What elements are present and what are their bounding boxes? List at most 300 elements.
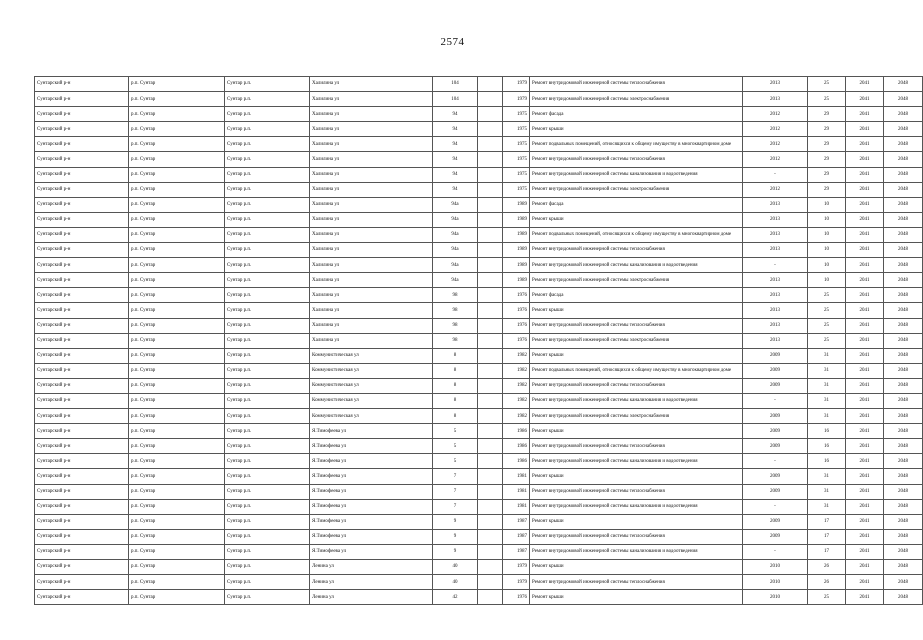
locality-cell: Сунтар р.п. — [225, 107, 310, 122]
period-start-cell: 2041 — [846, 590, 884, 605]
house-number-cell: 5 — [433, 439, 478, 454]
period-start-cell: 2041 — [846, 514, 884, 529]
last-repair-year-cell: 2013 — [743, 303, 808, 318]
last-repair-year-cell: 2013 — [743, 318, 808, 333]
work-type-cell: Ремонт внутридомовой инженерной системы теплоснабжения — [530, 152, 743, 167]
last-repair-year-cell: 2009 — [743, 348, 808, 363]
period-start-cell: 2041 — [846, 212, 884, 227]
house-number-cell: 98 — [433, 288, 478, 303]
count-cell: 25 — [808, 288, 846, 303]
last-repair-year-cell: 2013 — [743, 288, 808, 303]
street-cell: Коммунистическая ул — [310, 348, 433, 363]
settlement-cell: р.п. Сунтар — [129, 227, 225, 242]
work-type-cell: Ремонт внутридомовой инженерной системы теплоснабжения — [530, 318, 743, 333]
period-start-cell: 2041 — [846, 303, 884, 318]
period-start-cell: 2041 — [846, 439, 884, 454]
empty-cell — [478, 484, 503, 499]
last-repair-year-cell: 2012 — [743, 107, 808, 122]
table-row — [35, 273, 923, 288]
table-row — [35, 318, 923, 333]
count-cell: 26 — [808, 560, 846, 575]
empty-cell — [478, 243, 503, 258]
locality-cell: Сунтар р.п. — [225, 77, 310, 92]
build-year-cell: 1976 — [503, 333, 530, 348]
district-cell: Сунтарский р-н — [35, 182, 129, 197]
street-cell: Я.Тимофеева ул — [310, 529, 433, 544]
last-repair-year-cell: 2013 — [743, 197, 808, 212]
count-cell: 29 — [808, 152, 846, 167]
house-number-cell: 8 — [433, 348, 478, 363]
table-row — [35, 227, 923, 242]
count-cell: 10 — [808, 243, 846, 258]
locality-cell: Сунтар р.п. — [225, 288, 310, 303]
settlement-cell: р.п. Сунтар — [129, 575, 225, 590]
page-number: 2574 — [440, 36, 465, 48]
empty-cell — [478, 273, 503, 288]
empty-cell — [478, 303, 503, 318]
district-cell: Сунтарский р-н — [35, 348, 129, 363]
house-number-cell: 94 — [433, 137, 478, 152]
house-number-cell: 9 — [433, 514, 478, 529]
empty-cell — [478, 318, 503, 333]
empty-cell — [478, 499, 503, 514]
period-end-cell: 2048 — [884, 137, 923, 152]
locality-cell: Сунтар р.п. — [225, 590, 310, 605]
locality-cell: Сунтар р.п. — [225, 544, 310, 559]
locality-cell: Сунтар р.п. — [225, 227, 310, 242]
last-repair-year-cell: 2009 — [743, 514, 808, 529]
period-start-cell: 2041 — [846, 424, 884, 439]
empty-cell — [478, 288, 503, 303]
period-start-cell: 2041 — [846, 197, 884, 212]
table-row — [35, 363, 923, 378]
district-cell: Сунтарский р-н — [35, 77, 129, 92]
settlement-cell: р.п. Сунтар — [129, 499, 225, 514]
table-row — [35, 92, 923, 107]
district-cell: Сунтарский р-н — [35, 393, 129, 408]
empty-cell — [478, 378, 503, 393]
period-start-cell: 2041 — [846, 348, 884, 363]
table-row — [35, 378, 923, 393]
locality-cell: Сунтар р.п. — [225, 182, 310, 197]
district-cell: Сунтарский р-н — [35, 590, 129, 605]
district-cell: Сунтарский р-н — [35, 122, 129, 137]
last-repair-year-cell: 2010 — [743, 590, 808, 605]
table-row — [35, 454, 923, 469]
period-end-cell: 2048 — [884, 348, 923, 363]
work-type-cell: Ремонт крыши — [530, 212, 743, 227]
build-year-cell: 1976 — [503, 288, 530, 303]
build-year-cell: 1981 — [503, 469, 530, 484]
street-cell: Халилина ул — [310, 107, 433, 122]
locality-cell: Сунтар р.п. — [225, 197, 310, 212]
locality-cell: Сунтар р.п. — [225, 273, 310, 288]
count-cell: 25 — [808, 92, 846, 107]
last-repair-year-cell: 2010 — [743, 560, 808, 575]
empty-cell — [478, 107, 503, 122]
settlement-cell: р.п. Сунтар — [129, 303, 225, 318]
work-type-cell: Ремонт крыши — [530, 514, 743, 529]
district-cell: Сунтарский р-н — [35, 409, 129, 424]
table-row — [35, 107, 923, 122]
build-year-cell: 1986 — [503, 439, 530, 454]
street-cell: Я.Тимофеева ул — [310, 544, 433, 559]
table-row — [35, 182, 923, 197]
period-end-cell: 2048 — [884, 484, 923, 499]
street-cell: Я.Тимофеева ул — [310, 484, 433, 499]
count-cell: 10 — [808, 273, 846, 288]
work-type-cell: Ремонт внутридомовой инженерной системы электроснабжения — [530, 409, 743, 424]
district-cell: Сунтарский р-н — [35, 258, 129, 273]
count-cell: 29 — [808, 107, 846, 122]
empty-cell — [478, 439, 503, 454]
locality-cell: Сунтар р.п. — [225, 560, 310, 575]
last-repair-year-cell: 2009 — [743, 529, 808, 544]
locality-cell: Сунтар р.п. — [225, 303, 310, 318]
work-type-cell: Ремонт внутридомовой инженерной системы канализования и водоотведения — [530, 167, 743, 182]
work-type-cell: Ремонт внутридомовой инженерной системы канализования и водоотведения — [530, 258, 743, 273]
empty-cell — [478, 393, 503, 408]
period-end-cell: 2048 — [884, 303, 923, 318]
count-cell: 16 — [808, 454, 846, 469]
period-end-cell: 2048 — [884, 469, 923, 484]
period-start-cell: 2041 — [846, 92, 884, 107]
last-repair-year-cell: 2013 — [743, 333, 808, 348]
period-end-cell: 2048 — [884, 439, 923, 454]
house-number-cell: 94 — [433, 167, 478, 182]
house-number-cell: 94а — [433, 258, 478, 273]
last-repair-year-cell: 2013 — [743, 273, 808, 288]
period-end-cell: 2048 — [884, 152, 923, 167]
count-cell: 29 — [808, 182, 846, 197]
locality-cell: Сунтар р.п. — [225, 439, 310, 454]
settlement-cell: р.п. Сунтар — [129, 273, 225, 288]
count-cell: 10 — [808, 197, 846, 212]
period-end-cell: 2048 — [884, 544, 923, 559]
count-cell: 31 — [808, 484, 846, 499]
table-row — [35, 424, 923, 439]
period-end-cell: 2048 — [884, 529, 923, 544]
street-cell: Халилина ул — [310, 92, 433, 107]
house-number-cell: 94а — [433, 212, 478, 227]
period-end-cell: 2048 — [884, 499, 923, 514]
count-cell: 10 — [808, 258, 846, 273]
street-cell: Я.Тимофеева ул — [310, 424, 433, 439]
empty-cell — [478, 152, 503, 167]
locality-cell: Сунтар р.п. — [225, 575, 310, 590]
build-year-cell: 1975 — [503, 122, 530, 137]
period-end-cell: 2048 — [884, 107, 923, 122]
house-number-cell: 7 — [433, 484, 478, 499]
period-start-cell: 2041 — [846, 77, 884, 92]
period-start-cell: 2041 — [846, 243, 884, 258]
period-end-cell: 2048 — [884, 258, 923, 273]
empty-cell — [478, 590, 503, 605]
district-cell: Сунтарский р-н — [35, 243, 129, 258]
settlement-cell: р.п. Сунтар — [129, 529, 225, 544]
work-type-cell: Ремонт внутридомовой инженерной системы теплоснабжения — [530, 575, 743, 590]
build-year-cell: 1989 — [503, 197, 530, 212]
locality-cell: Сунтар р.п. — [225, 137, 310, 152]
house-number-cell: 5 — [433, 454, 478, 469]
last-repair-year-cell: 2010 — [743, 575, 808, 590]
period-end-cell: 2048 — [884, 167, 923, 182]
work-type-cell: Ремонт крыши — [530, 560, 743, 575]
build-year-cell: 1989 — [503, 273, 530, 288]
street-cell: Ленина ул — [310, 560, 433, 575]
work-type-cell: Ремонт внутридомовой инженерной системы электроснабжения — [530, 273, 743, 288]
build-year-cell: 1979 — [503, 92, 530, 107]
count-cell: 25 — [808, 590, 846, 605]
period-start-cell: 2041 — [846, 499, 884, 514]
locality-cell: Сунтар р.п. — [225, 167, 310, 182]
empty-cell — [478, 529, 503, 544]
settlement-cell: р.п. Сунтар — [129, 77, 225, 92]
count-cell: 17 — [808, 529, 846, 544]
work-type-cell: Ремонт крыши — [530, 122, 743, 137]
street-cell: Халилина ул — [310, 288, 433, 303]
empty-cell — [478, 469, 503, 484]
locality-cell: Сунтар р.п. — [225, 348, 310, 363]
district-cell: Сунтарский р-н — [35, 197, 129, 212]
settlement-cell: р.п. Сунтар — [129, 484, 225, 499]
last-repair-year-cell: - — [743, 258, 808, 273]
settlement-cell: р.п. Сунтар — [129, 409, 225, 424]
last-repair-year-cell: - — [743, 167, 808, 182]
table-row — [35, 439, 923, 454]
house-number-cell: 94 — [433, 107, 478, 122]
district-cell: Сунтарский р-н — [35, 212, 129, 227]
count-cell: 17 — [808, 514, 846, 529]
settlement-cell: р.п. Сунтар — [129, 92, 225, 107]
period-start-cell: 2041 — [846, 122, 884, 137]
work-type-cell: Ремонт фасада — [530, 197, 743, 212]
district-cell: Сунтарский р-н — [35, 92, 129, 107]
period-start-cell: 2041 — [846, 333, 884, 348]
empty-cell — [478, 454, 503, 469]
period-start-cell: 2041 — [846, 258, 884, 273]
work-type-cell: Ремонт подвальных помещений, относящихся к общему имуществу в многоквартирном доме — [530, 227, 743, 242]
empty-cell — [478, 363, 503, 378]
period-end-cell: 2048 — [884, 273, 923, 288]
count-cell: 16 — [808, 424, 846, 439]
locality-cell: Сунтар р.п. — [225, 333, 310, 348]
count-cell: 29 — [808, 122, 846, 137]
house-number-cell: 7 — [433, 499, 478, 514]
empty-cell — [478, 137, 503, 152]
work-type-cell: Ремонт внутридомовой инженерной системы электроснабжения — [530, 92, 743, 107]
count-cell: 17 — [808, 544, 846, 559]
build-year-cell: 1982 — [503, 393, 530, 408]
build-year-cell: 1987 — [503, 544, 530, 559]
settlement-cell: р.п. Сунтар — [129, 152, 225, 167]
table-row — [35, 590, 923, 605]
table-row — [35, 514, 923, 529]
work-type-cell: Ремонт внутридомовой инженерной системы канализования и водоотведения — [530, 454, 743, 469]
street-cell: Халилина ул — [310, 243, 433, 258]
settlement-cell: р.п. Сунтар — [129, 182, 225, 197]
last-repair-year-cell: 2013 — [743, 92, 808, 107]
locality-cell: Сунтар р.п. — [225, 243, 310, 258]
house-number-cell: 8 — [433, 409, 478, 424]
work-type-cell: Ремонт внутридомовой инженерной системы теплоснабжения — [530, 378, 743, 393]
locality-cell: Сунтар р.п. — [225, 454, 310, 469]
locality-cell: Сунтар р.п. — [225, 363, 310, 378]
locality-cell: Сунтар р.п. — [225, 393, 310, 408]
period-start-cell: 2041 — [846, 378, 884, 393]
empty-cell — [478, 333, 503, 348]
house-number-cell: 94а — [433, 197, 478, 212]
district-cell: Сунтарский р-н — [35, 318, 129, 333]
empty-cell — [478, 544, 503, 559]
settlement-cell: р.п. Сунтар — [129, 439, 225, 454]
count-cell: 29 — [808, 137, 846, 152]
house-number-cell: 42 — [433, 590, 478, 605]
work-type-cell: Ремонт фасада — [530, 107, 743, 122]
last-repair-year-cell: 2009 — [743, 469, 808, 484]
build-year-cell: 1975 — [503, 137, 530, 152]
locality-cell: Сунтар р.п. — [225, 469, 310, 484]
build-year-cell: 1976 — [503, 590, 530, 605]
table-row — [35, 469, 923, 484]
last-repair-year-cell: - — [743, 454, 808, 469]
build-year-cell: 1986 — [503, 424, 530, 439]
table-row — [35, 197, 923, 212]
district-cell: Сунтарский р-н — [35, 454, 129, 469]
build-year-cell: 1981 — [503, 499, 530, 514]
work-type-cell: Ремонт крыши — [530, 469, 743, 484]
last-repair-year-cell: 2009 — [743, 363, 808, 378]
empty-cell — [478, 560, 503, 575]
work-type-cell: Ремонт подвальных помещений, относящихся к общему имуществу в многоквартирном доме — [530, 363, 743, 378]
house-number-cell: 94 — [433, 182, 478, 197]
period-end-cell: 2048 — [884, 318, 923, 333]
house-number-cell: 94 — [433, 152, 478, 167]
street-cell: Халилина ул — [310, 122, 433, 137]
table-row — [35, 152, 923, 167]
last-repair-year-cell: 2013 — [743, 77, 808, 92]
count-cell: 25 — [808, 303, 846, 318]
work-type-cell: Ремонт внутридомовой инженерной системы электроснабжения — [530, 182, 743, 197]
house-number-cell: 98 — [433, 303, 478, 318]
street-cell: Коммунистическая ул — [310, 378, 433, 393]
last-repair-year-cell: 2013 — [743, 227, 808, 242]
house-number-cell: 5 — [433, 424, 478, 439]
build-year-cell: 1989 — [503, 243, 530, 258]
build-year-cell: 1975 — [503, 167, 530, 182]
street-cell: Я.Тимофеева ул — [310, 469, 433, 484]
work-type-cell: Ремонт крыши — [530, 348, 743, 363]
count-cell: 31 — [808, 499, 846, 514]
locality-cell: Сунтар р.п. — [225, 152, 310, 167]
table-row — [35, 258, 923, 273]
empty-cell — [478, 197, 503, 212]
count-cell: 25 — [808, 77, 846, 92]
table-row — [35, 484, 923, 499]
period-end-cell: 2048 — [884, 590, 923, 605]
table-row — [35, 529, 923, 544]
period-end-cell: 2048 — [884, 454, 923, 469]
work-type-cell: Ремонт крыши — [530, 303, 743, 318]
locality-cell: Сунтар р.п. — [225, 212, 310, 227]
settlement-cell: р.п. Сунтар — [129, 212, 225, 227]
house-number-cell: 7 — [433, 469, 478, 484]
house-number-cell: 8 — [433, 363, 478, 378]
period-start-cell: 2041 — [846, 273, 884, 288]
build-year-cell: 1982 — [503, 363, 530, 378]
work-type-cell: Ремонт внутридомовой инженерной системы канализования и водоотведения — [530, 544, 743, 559]
count-cell: 16 — [808, 439, 846, 454]
settlement-cell: р.п. Сунтар — [129, 333, 225, 348]
street-cell: Халилина ул — [310, 77, 433, 92]
period-start-cell: 2041 — [846, 454, 884, 469]
period-end-cell: 2048 — [884, 212, 923, 227]
work-type-cell: Ремонт внутридомовой инженерной системы теплоснабжения — [530, 484, 743, 499]
period-end-cell: 2048 — [884, 182, 923, 197]
count-cell: 31 — [808, 348, 846, 363]
work-type-cell: Ремонт внутридомовой инженерной системы канализования и водоотведения — [530, 393, 743, 408]
period-end-cell: 2048 — [884, 363, 923, 378]
table-row — [35, 560, 923, 575]
settlement-cell: р.п. Сунтар — [129, 122, 225, 137]
street-cell: Коммунистическая ул — [310, 393, 433, 408]
empty-cell — [478, 514, 503, 529]
build-year-cell: 1989 — [503, 227, 530, 242]
period-start-cell: 2041 — [846, 227, 884, 242]
work-type-cell: Ремонт внутридомовой инженерной системы теплоснабжения — [530, 439, 743, 454]
settlement-cell: р.п. Сунтар — [129, 378, 225, 393]
count-cell: 25 — [808, 333, 846, 348]
build-year-cell: 1975 — [503, 152, 530, 167]
build-year-cell: 1982 — [503, 378, 530, 393]
work-type-cell: Ремонт фасада — [530, 288, 743, 303]
street-cell: Халилина ул — [310, 182, 433, 197]
period-end-cell: 2048 — [884, 197, 923, 212]
district-cell: Сунтарский р-н — [35, 107, 129, 122]
locality-cell: Сунтар р.п. — [225, 514, 310, 529]
street-cell: Ленина ул — [310, 590, 433, 605]
settlement-cell: р.п. Сунтар — [129, 544, 225, 559]
locality-cell: Сунтар р.п. — [225, 122, 310, 137]
last-repair-year-cell: 2012 — [743, 182, 808, 197]
period-start-cell: 2041 — [846, 137, 884, 152]
settlement-cell: р.п. Сунтар — [129, 424, 225, 439]
table-row — [35, 499, 923, 514]
settlement-cell: р.п. Сунтар — [129, 167, 225, 182]
last-repair-year-cell: 2009 — [743, 409, 808, 424]
district-cell: Сунтарский р-н — [35, 152, 129, 167]
empty-cell — [478, 92, 503, 107]
locality-cell: Сунтар р.п. — [225, 499, 310, 514]
period-end-cell: 2048 — [884, 409, 923, 424]
period-end-cell: 2048 — [884, 92, 923, 107]
empty-cell — [478, 258, 503, 273]
build-year-cell: 1986 — [503, 454, 530, 469]
period-end-cell: 2048 — [884, 122, 923, 137]
house-number-cell: 104 — [433, 92, 478, 107]
table-row — [35, 303, 923, 318]
work-type-cell: Ремонт крыши — [530, 590, 743, 605]
street-cell: Халилина ул — [310, 333, 433, 348]
last-repair-year-cell: - — [743, 499, 808, 514]
street-cell: Халилина ул — [310, 258, 433, 273]
period-start-cell: 2041 — [846, 107, 884, 122]
district-cell: Сунтарский р-н — [35, 560, 129, 575]
table-row — [35, 243, 923, 258]
empty-cell — [478, 122, 503, 137]
last-repair-year-cell: 2012 — [743, 137, 808, 152]
street-cell: Халилина ул — [310, 318, 433, 333]
